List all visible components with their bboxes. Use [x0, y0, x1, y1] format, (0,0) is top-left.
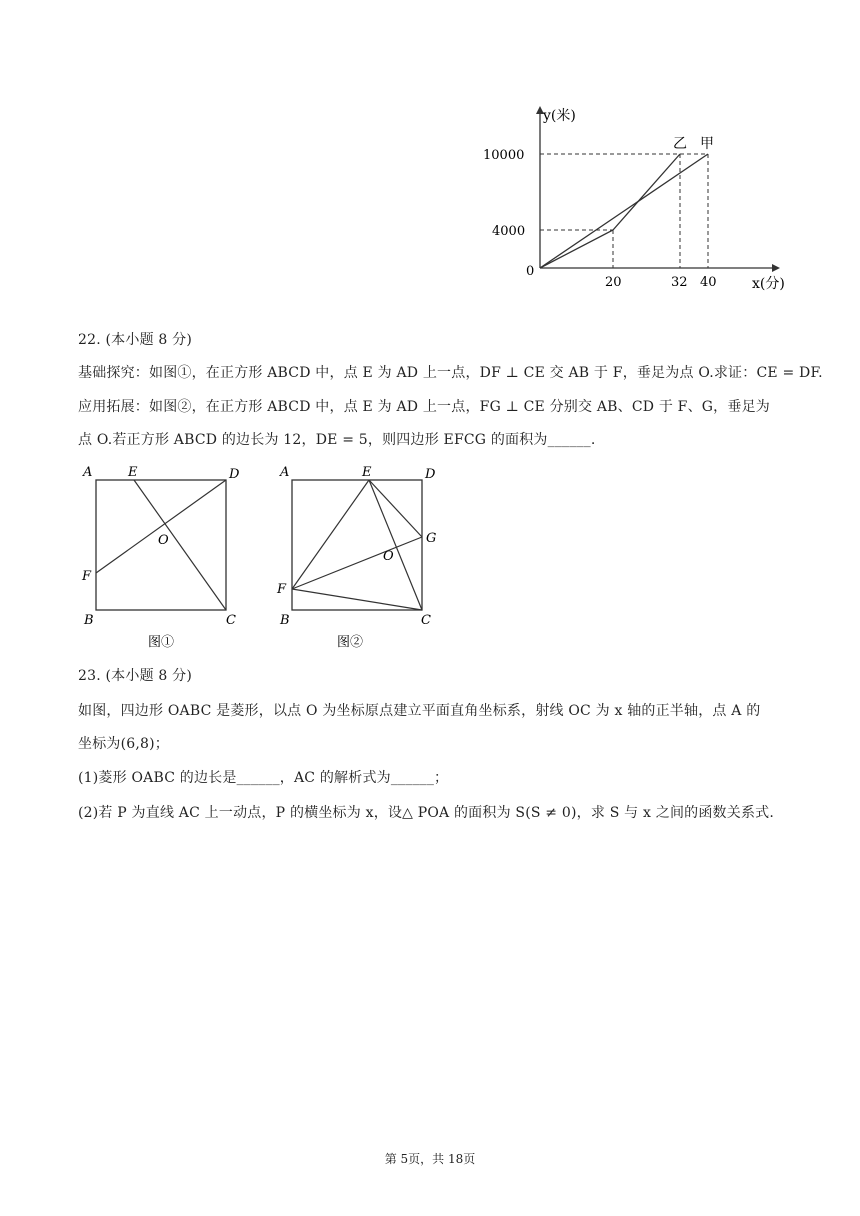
line-label-jia: 甲 [700, 136, 714, 152]
q22-title: 22. (本小题 8 分) [78, 332, 193, 348]
fig1-caption: 图① [148, 635, 175, 650]
label-o: O [383, 549, 394, 564]
distance-time-graph [470, 100, 800, 300]
y-tick-10000: 10000 [483, 148, 525, 163]
label-o: O [158, 533, 169, 548]
origin-label: 0 [526, 264, 535, 279]
figure-2 [272, 462, 447, 652]
x-tick-20: 20 [605, 275, 622, 290]
label-f: F [277, 582, 287, 597]
x-axis-arrow [772, 264, 780, 272]
x-axis-label: x(分) [752, 276, 785, 292]
q23-line4: (2)若 P 为直线 AC 上一动点，P 的横坐标为 x，设△ POA 的面积为 S(S ≠ 0)，求 S 与 x 之间的函数关系式. [78, 805, 774, 821]
label-f: F [82, 569, 92, 584]
line-yi [540, 154, 680, 268]
label-a: A [83, 465, 93, 480]
segment-df [96, 480, 226, 573]
label-d: D [229, 467, 240, 482]
segment-ef [292, 480, 369, 589]
label-g: G [426, 531, 437, 546]
q22-line2: 应用拓展：如图②，在正方形 ABCD 中，点 E 为 AD 上一点，FG ⊥ CE 分别交 AB、CD 于 F、G，垂足为 [78, 399, 770, 415]
y-axis-label: y(米) [543, 108, 576, 124]
line-jia [540, 154, 708, 268]
y-tick-4000: 4000 [492, 224, 526, 239]
label-a: A [280, 465, 290, 480]
label-b: B [280, 613, 290, 628]
label-c: C [226, 613, 236, 628]
segment-ce [134, 480, 226, 610]
fig2-caption: 图② [337, 635, 364, 650]
segment-eg [369, 480, 422, 537]
segment-fc [292, 589, 422, 610]
q23-line2: 坐标为(6,8)； [78, 736, 169, 752]
figure-1 [78, 462, 248, 652]
x-tick-32: 32 [671, 275, 688, 290]
page-footer: 第 5页，共 18页 [384, 1152, 476, 1166]
q23-line3: (1)菱形 OABC 的边长是______，AC 的解析式为______； [78, 770, 449, 786]
q22-line1: 基础探究：如图①，在正方形 ABCD 中，点 E 为 AD 上一点，DF ⊥ CE 交 AB 于 F，垂足为点 O.求证：CE = DF. [78, 365, 823, 381]
q23-line1: 如图，四边形 OABC 是菱形，以点 O 为坐标原点建立平面直角坐标系，射线 OC 为 x 轴的正半轴，点 A 的 [78, 703, 761, 719]
label-b: B [84, 613, 94, 628]
label-e: E [128, 465, 138, 480]
label-c: C [421, 613, 431, 628]
label-e: E [362, 465, 372, 480]
line-label-yi: 乙 [673, 136, 687, 152]
q22-line3: 点 O.若正方形 ABCD 的边长为 12，DE = 5，则四边形 EFCG 的面积为______. [78, 432, 596, 448]
segment-ec [369, 480, 422, 610]
label-d: D [425, 467, 436, 482]
x-tick-40: 40 [700, 275, 717, 290]
q23-title: 23. (本小题 8 分) [78, 668, 193, 684]
